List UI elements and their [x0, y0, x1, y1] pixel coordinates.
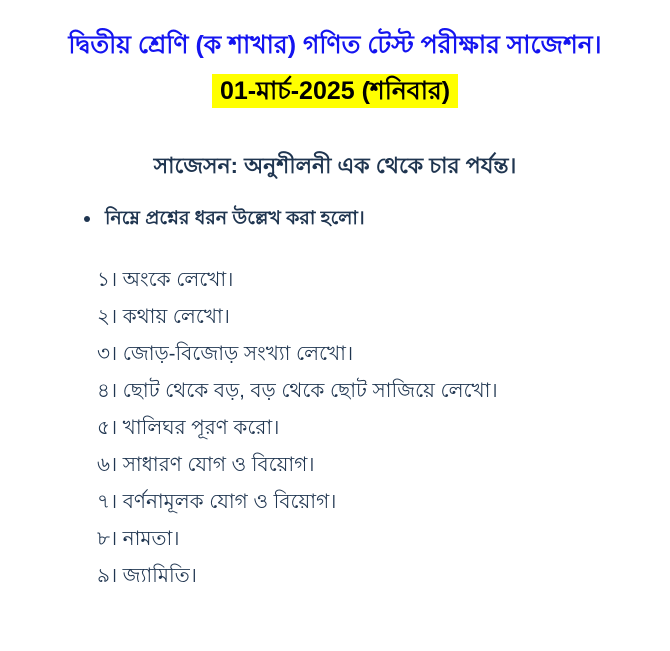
- list-item: ৪। ছোট থেকে বড়, বড় থেকে ছোট সাজিয়ে লেখো।: [97, 380, 498, 402]
- subtitle: সাজেসন: অনুশীলনী এক থেকে চার পর্যন্ত।: [153, 153, 517, 178]
- question-type-list: [0, 268, 670, 588]
- date-line: [0, 74, 670, 108]
- bullet-heading: নিম্নে প্রশ্নের ধরন উল্লেখ করা হলো।: [105, 208, 365, 229]
- page-title: দ্বিতীয় শ্রেণি (ক শাখার) গণিত টেস্ট পরীক্ষার সাজেশন।: [68, 31, 602, 59]
- list-item: ৮। নামতা।: [97, 528, 180, 550]
- list-item: ৬। সাধারণ যোগ ও বিয়োগ।: [97, 454, 315, 476]
- list-item: ২। কথায় লেখো।: [97, 306, 230, 328]
- list-item: ৯। জ্যামিতি।: [97, 565, 197, 587]
- list-item: ৫। খালিঘর পূরণ করো।: [97, 417, 280, 439]
- bullet-icon: [84, 216, 90, 222]
- list-item: ৭। বর্ণনামূলক যোগ ও বিয়োগ।: [97, 491, 337, 513]
- list-item: ১। অংকে লেখো।: [97, 269, 234, 291]
- bullet-heading-line: [0, 206, 670, 232]
- date-highlight: 01-মার্চ-2025 (শনিবার): [212, 74, 458, 108]
- list-item: ৩। জোড়-বিজোড় সংখ্যা লেখো।: [97, 343, 354, 365]
